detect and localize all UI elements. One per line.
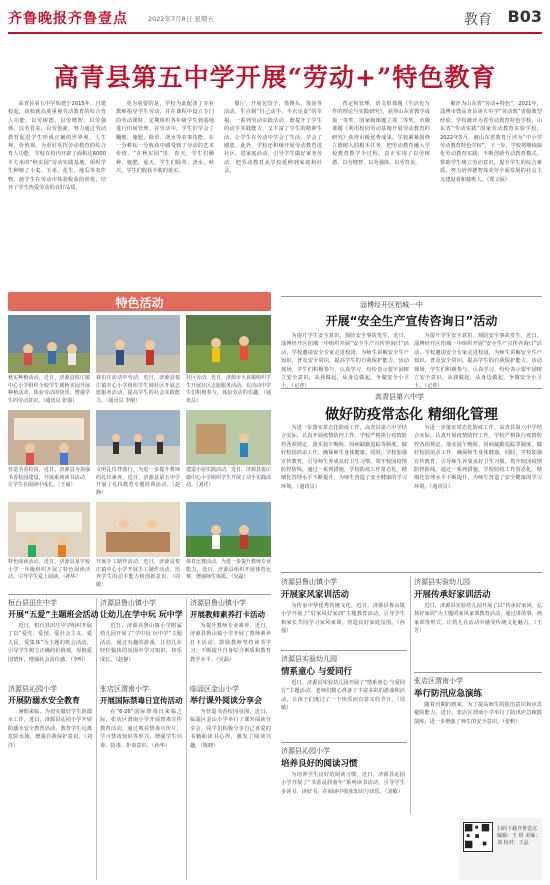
lead-column-3: 餐厅，开展包饺子、蒸馒头、蒸汤等活动，生自制“自己动手，丰衣足食”的幸福。一系列劳动实践活动，既提升了学生的动手实践能力，又丰富了学生的精神生活，让学生在劳动中学会了生活，学会了感恩。此外，学校还积极开展劳动教育进社区、进家庭活动，引导学生做好家务劳动，把劳动教育从学校延伸到家庭和社会。 [224,101,322,175]
article-kicker: 高青县第六中学 [375,393,424,401]
article-kicker: 张店区渭南小学 [414,677,463,685]
photo-9-caption: 体育比赛活动，为进一步提升教师专业能力，近日，济源县组织开展体育比赛，增强师生体质。（吴磊） [186,559,272,581]
newspaper-logo: 齐鲁晚报齐鲁壹点 [8,11,128,27]
section-name: 教育 [464,12,492,28]
divider-rule [281,742,407,743]
photo-6 [186,410,271,465]
article-body: 在“6·26”国际禁毒日来临之际，张店区渭南小学开展禁毒宣传教育活动，通过观看禁毒宣传片、学习禁毒知识等形式，增强学生识毒、防毒、拒毒意识。（孙华） [100,709,182,749]
article-body: 为营造书香校园氛围，近日，临淄区金山小学举行了课外阅读分享会，同学们积极分享自己喜爱的书籍和读书心得，激发了阅读兴趣。（陈晓） [190,709,271,749]
article-body-continued: 为提升学生安全意识，预防安全事故发生，近日，淄博经开区铝城一中组织开展“安全生产宣传咨询日”活动，学校邀请安全专家走进校园，为师生讲解安全生产知识，普及安全常识，提高学生的自我保护能力。活动现场，学生们积极参与，认真学习，纷纷表示要牢固树立安全意识，从我做起，从身边做起，争做安全小卫士。（记者） [414,333,542,390]
article-title: 开展“安全生产宣传咨询日”活动 [325,314,498,328]
page-headline: 高青县第五中学开展“劳动+”特色教育 [53,63,497,92]
article-body: 为提升学生安全意识，预防安全事故发生，近日，淄博经开区铝城一中组织开展“安全生产宣传咨询日”活动，学校邀请安全专家走进校园，为师生讲解安全生产知识，普及安全常识，提高学生的自我保护能力。活动现场，学生们积极参与，认真学习，纷纷表示要牢固树立安全意识，从我做起，从身边做起，争做安全小卫士。（记者） [281,333,409,390]
article-title: 开展教师素养打卡活动 [190,610,265,619]
article-title: 做好防疫常态化 精细化管理 [325,407,498,423]
article-title: 举行课外阅读分享会 [190,696,262,705]
article-body: 为进一步落实常态化防疫工作，高青县第六中学结合实际，认真开展疫情防控工作。学校严格执行疫情防控各项规定，落实晨午晚检、因病缺勤追踪等制度，做好校园消杀工作，确保师生身体健康。同时，学校加强宣传教育，引导师生养成良好卫生习惯，筑牢校园疫情防控防线。通过一系列措施，学校防疫工作常态化、精细化管理水平不断提升，为师生营造了安全健康的学习环境。（通讯员） [281,425,407,490]
article-title: 培养良好的阅读习惯 [281,759,358,769]
photo-1 [8,315,90,373]
masthead-rule [8,32,542,34]
photo-3 [186,315,271,373]
photo-7 [8,502,90,557]
divider-rule [281,572,542,573]
article-body: 为传承中华优秀传统文化，近日，济源县鲁山镇小学开展了“好家风好家训”主题教育活动，引导学生和家长共同学习家风家训，营造良好家庭氛围。（孙强） [281,603,405,635]
divider-rule [281,650,407,651]
lead-column-4: 育定和管理，语文组课题《生活化写作的理论与实践研究》，获得山东省教学成果一等奖，国家级课题立项二等奖，市级课题《利用校园劳动基地开展劳动教育的研究》获得市级优秀成果。学校紧紧围绕立德树人的根本任务，把劳动教育融入学校教育教学全过程，真正实现了以劳树德、以劳增智、以劳强体、以劳育美。 [332,101,430,166]
special-activity-band: 特色活动 [8,292,271,311]
article-title: 让幼儿在学中玩 玩中学 [100,610,183,619]
article-kicker: 济源县沁园小学 [281,747,330,755]
photo-1-caption: 秋实种植活动，近日，济源县悦庄镇中心小学组织全校学生到秋实园开展种植活动，体验劳动的快乐，增强学生的劳动意识。（通讯员 张强） [8,375,90,404]
photo-4-caption: 营造书香校园，近日，济源县为加强书香校园建设，开展系列读书活动，让学生在阅读中成长。（王丽） [8,467,90,489]
qr-code-icon [463,822,493,852]
article-title: 情系童心 与爱同行 [281,667,352,677]
photo-6-caption: 建造小屋实践活动，近日，济源县悦庄镇中心小学组织学生开展了动手实践活动。（刘洋） [186,467,272,489]
photo-8 [96,502,180,557]
divider-rule [414,672,542,673]
article-body: 为培养学生良好的阅读习惯，近日，济源县沁园小学开展了“书香浸润童年”系列读书活动，引导学生多读书、读好书，在阅读中收获知识与快乐。（刘敏） [281,772,405,795]
article-body-continued: 为进一步落实常态化防疫工作，高青县第六中学结合实际，认真开展疫情防控工作。学校严格执行疫情防控各项规定，落实晨午晚检、因病缺勤追踪等制度，做好校园消杀工作，确保师生身体健康。同时，学校加强宣传教育，引导师生养成良好卫生习惯，筑牢校园疫情防控防线。通过一系列措施，学校防疫工作常态化、精细化管理水平不断提升，为师生营造了安全健康的学习环境。（通讯员） [414,425,542,490]
article-title: 开展“五爱”主题班会活动 [8,610,99,619]
column-divider [96,598,97,880]
photo-2 [96,315,180,373]
article-kicker: 临淄区金山小学 [190,685,239,693]
article-title: 开展国际禁毒日宣传活动 [100,696,183,705]
lead-column-1: 高青县第五中学始建于2015年，自建校起，该校就高度重视劳动教育的综合育人功能，以劳树德、以劳增智、以劳强体、以劳育美，以劳创新，努力通过劳动教育促进学生形成正确的世界观、人生观、价值观。为更好发挥劳动教育的综合育人功能，学校在校内开辟了面积达6000平方米的“秋实园”劳动实践基地，组织学生种植了小麦、玉米、花生、地瓜等农作物，使学生在劳动中体验收获的喜悦，培养了学生热爱劳动的良好品质。 [8,101,106,192]
column-divider [410,576,411,814]
article-kicker: 济源县鲁山镇小学 [100,599,156,607]
page-number: B03 [507,7,542,26]
article-kicker: 济源县鲁山镇小学 [190,599,246,607]
divider-rule [281,296,542,297]
photo-7-caption: 特色阅读活动，近日，济源县某学校小学一年级组织开展了特色阅读活动，引导学生爱上阅读。（孙华） [8,559,90,581]
article-kicker: 淄博经开区铝城一中 [360,301,423,309]
photo-8-caption: 开展手工制作活动，近日，济源县悦庄镇中心小学开展手工制作活动，培养学生的动手能力和创新意识。（周敏） [96,559,180,588]
article-body: 近日，济源县实验幼儿园开展了以“传承好家风，弘扬好家训”为主题的家风家训教育活动，通过讲故事、画家训等形式，让幼儿在活动中感受传统文化魅力。（王芳） [414,603,542,635]
article-body: 近日，济源县实验幼儿园开展了“情系童心 与爱同行”主题活动，老师们精心准备了丰富多彩的游戏和活动，让孩子们度过了一个快乐而有意义的节日。（周敏） [281,680,405,712]
article-kicker: 济源县实验幼儿园 [414,578,470,586]
qr-caption: 扫码下载齐鲁壹点 编辑：王 组 美编：刘 校对：王晶 [497,826,541,846]
photo-9 [186,502,271,557]
column-divider [186,598,187,880]
photo-2-caption: 我们在活动中劳动，近日，济源县悦庄镇中心小学组织学生到社区开展志愿服务活动，提高学生的社会实践能力。（通讯员 李刚） [96,375,180,404]
article-body: 近日，济源县鲁山镇小学附属幼儿园开展了“学中玩 玩中学”主题活动，通过有趣的游戏，让幼儿在轻松愉快的氛围中学习知识，快乐成长。（赵静） [100,623,182,663]
article-kicker: 张店区渭南小学 [100,685,149,693]
article-title: 开展传承好家训活动 [414,590,491,600]
divider-rule [281,388,542,389]
lead-column-2: 更为重要的是，学校为此配备了专业教师指导学生劳动，并在课程中设立专门的劳动课时，定期组织各年级学生到基地进行田间管理。在劳动中，学生们学会了翻地、施肥、除草、浇水等农事技能，在一分耕耘一分收获中感受到了劳动的艺术价值。“在秋实园”里，春天，学生们播种、施肥，夏天，学生们除草、浇水，秋天，学生们收获丰收的果实。 [116,101,214,175]
article-body: 为提升教师专业素养，近日，济源县鲁山镇小学开展了教师素养打卡活动，鼓励教师坚持读书学习，不断提升自身综合素质和教育教学水平。（吴磊） [190,623,271,663]
article-kicker: 桓台县田庄中学 [8,599,57,607]
issue-date: 2022年7月8日 星期五 [148,15,214,23]
article-title: 举行防汛应急演练 [414,689,483,699]
article-body: 暑假来临，为切实做好学生防溺水工作，近日，济源县沁园小学开展防溺水安全教育活动，教育学生远离危险水域，增强自我保护意识。（刘洋） [8,709,92,749]
masthead [8,6,542,32]
lead-column-5: 被评为山东省“劳动+特色”。2021年，淄博市暨高青县第五中学“劳动教”省级典型经验，学校被评为省劳动教育特色学校，山东省“劳动实践”国家劳动教育实验学校，2022年5月，被山东省教育厅评为“中小学劳动教育特色学校”。下一步，学校将继续深化劳动教育实践，不断创新劳动教育模式，帮助学生树立劳动意识，提升学生的综合素质，努力培养德智体美劳全面发展的社会主义建设者和接班人。（郑文锰） [440,101,542,183]
article-kicker: 济源县实验幼儿园 [281,655,337,663]
article-body: 近日，桓台县田庄中学组织开展了以“爱党、爱国、爱社会主义、爱人民、爱集体”为主题的班会活动，引导学生树立正确的价值观，厚植爱国情怀，增强社会责任感。（李明） [8,623,92,663]
article-kicker: 济源县鲁山镇小学 [281,578,337,586]
photo-3-caption: 社区劳动，近日，济源市大良镇组织学生开展社区志愿服务活动，在活动中学生们积极参与，体验劳动的乐趣。（通讯员） [186,375,272,404]
divider-rule [8,594,271,595]
photo-4 [8,410,90,465]
photo-5 [96,410,180,465]
photo-5-caption: 文明礼仪伴我行，为进一步提升教师的礼仪素养，近日，济源县第五中学开展了礼仪教育专题培训活动。（赵静） [96,467,180,496]
article-title: 开展家风家训活动 [281,590,350,600]
article-title: 开展防溺水安全教育 [8,696,80,705]
article-body: 随着汛期的到来，为了提高师生的防汛意识和应急避险能力，近日，张店区渭南小学举行了防汛应急疏散演练，进一步增强了师生的安全意识。（张帆） [414,702,542,725]
article-kicker: 济源县沁园小学 [8,685,57,693]
